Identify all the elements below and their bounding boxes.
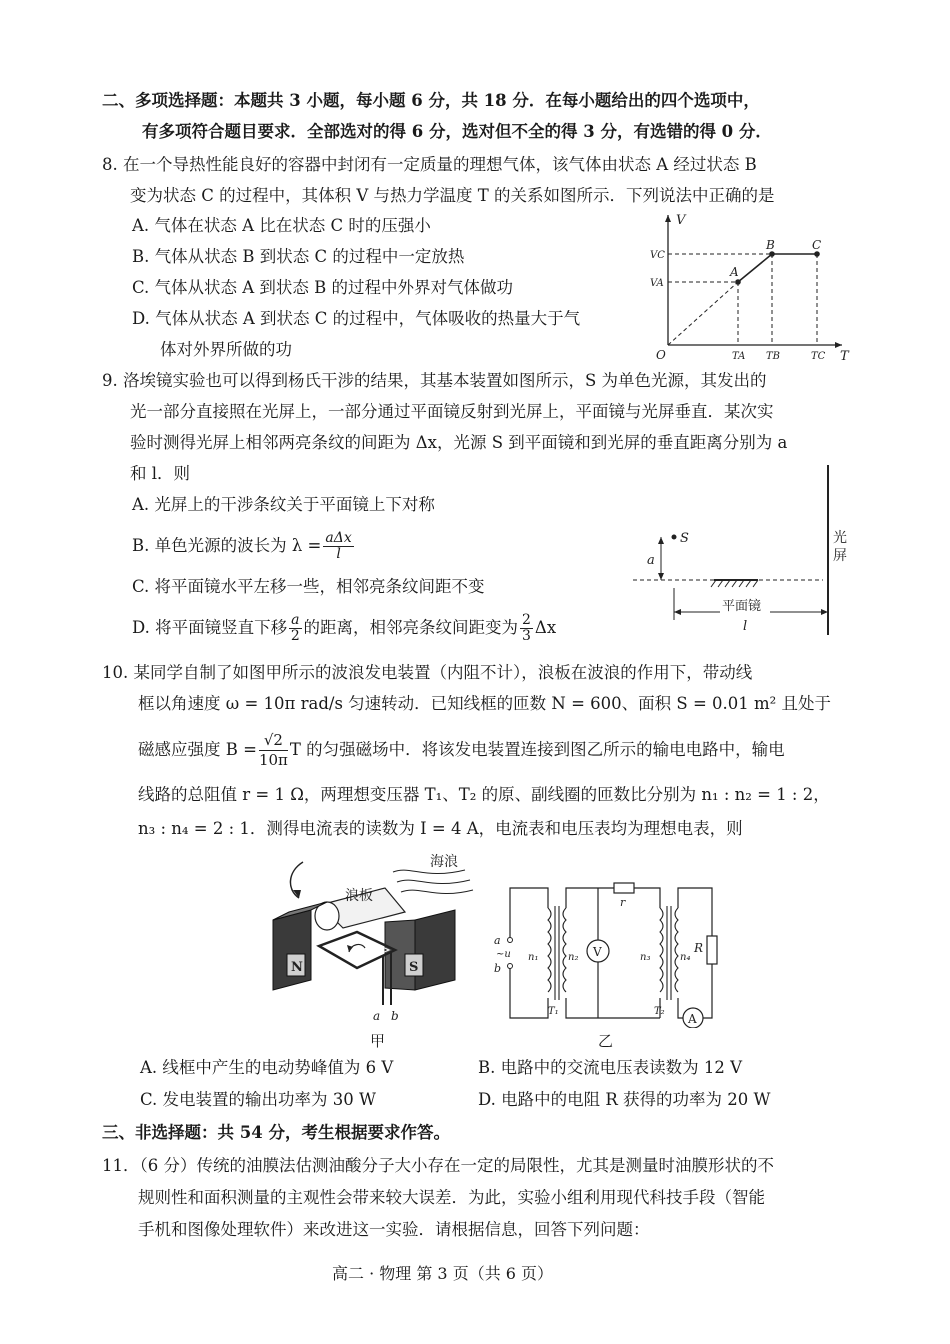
magnet-s-block xyxy=(415,910,455,990)
a-label: a xyxy=(647,553,655,568)
q9-option-a: A. 光屏上的干涉条纹关于平面镜上下对称 xyxy=(132,495,435,514)
board-label: 浪板 xyxy=(345,888,373,904)
fraction-numerator: √2 xyxy=(259,731,288,751)
mirror-label: 平面镜 xyxy=(722,599,762,614)
terminal-b-label: b xyxy=(391,1009,399,1023)
q10-figure-jia xyxy=(265,850,480,1025)
q10-stem-line5: n₃ : n₄ = 2 : 1．测得电流表的读数为 I = 4 A，电流表和电压表均为理想电表，则 xyxy=(138,819,743,838)
q10-figure-yi xyxy=(490,878,730,1028)
voltmeter-label: V xyxy=(593,945,602,959)
q9-option-d-text3: Δx xyxy=(534,618,557,637)
q9-option-d-fraction1 xyxy=(289,613,301,644)
source-u-label: ~u xyxy=(496,949,511,960)
magnet-n-label: N xyxy=(291,960,303,975)
q9-option-d-fraction2 xyxy=(520,613,533,644)
y-axis-arrow xyxy=(665,215,671,222)
transformer-t2 xyxy=(660,906,678,1000)
q10-stem-line1: 10. 某同学自制了如图甲所示的波浪发电装置（内阻不计），浪板在波浪的作用下，带动线 xyxy=(102,663,753,682)
q10-stem-line3 xyxy=(138,730,785,770)
q8-stem-line2: 变为状态 C 的过程中，其体积 V 与热力学温度 T 的关系如图所示．下列说法中正确的是 xyxy=(130,186,775,205)
q8-option-d-line2: 体对外界所做的功 xyxy=(160,340,292,359)
q10-option-d: D. 电路中的电阻 R 获得的功率为 20 W xyxy=(478,1090,771,1109)
point-a xyxy=(735,279,741,285)
extension-line xyxy=(668,282,738,345)
q11-stem-line2: 规则性和面积测量的主观性会带来较大误差．为此，实验小组利用现代科技手段（智能 xyxy=(138,1188,765,1207)
source-s-dot xyxy=(672,535,677,540)
q9-stem-line4: 和 l．则 xyxy=(130,464,191,483)
wave-line-2 xyxy=(397,880,470,884)
point-c-label: C xyxy=(812,238,822,252)
q8-option-d-line1: D. 气体从状态 A 到状态 C 的过程中，气体吸收的热量大于气 xyxy=(132,309,581,328)
source-s-label: S xyxy=(680,531,689,546)
wave-label: 海浪 xyxy=(430,854,458,870)
q8-option-b: B. 气体从状态 B 到状态 C 的过程中一定放热 xyxy=(132,247,465,266)
terminal-b-label: b xyxy=(494,962,502,975)
q9-stem-line1: 9. 洛埃镜实验也可以得到杨氏干涉的结果，其基本装置如图所示，S 为单色光源，其发出的 xyxy=(102,371,767,390)
section2-heading-line1: 二、多项选择题：本题共 3 小题，每小题 6 分，共 18 分．在每小题给出的四个选项中， xyxy=(102,91,760,110)
fraction-numerator: aΔx xyxy=(325,530,352,546)
terminal-a-label: a xyxy=(494,934,501,947)
fraction-denominator: l xyxy=(336,546,341,562)
a-arrow-bottom xyxy=(658,573,664,580)
load-resistor-r xyxy=(707,936,717,964)
q9-lloyd-mirror-figure xyxy=(628,460,858,640)
q10-stem-line2: 框以角速度 ω = 10π rad/s 匀速转动．已知线框的匝数 N = 600、面积 S = 0.01 m² 且处于 xyxy=(138,694,831,713)
point-b-label: B xyxy=(766,238,775,252)
line-resistor-r-label: r xyxy=(620,896,626,909)
q10-option-a: A. 线框中产生的电动势峰值为 6 V xyxy=(140,1058,394,1077)
segment-ab xyxy=(738,254,772,282)
q10-b-fraction xyxy=(259,731,288,770)
q9-option-d-text2: 的距离，相邻亮条纹间距变为 xyxy=(303,618,518,637)
point-a-label: A xyxy=(730,265,739,279)
x-axis-label: T xyxy=(840,349,849,360)
point-b xyxy=(769,251,775,257)
screen-label-char2: 屏 xyxy=(833,548,847,564)
q8-vt-graph xyxy=(650,210,850,360)
y-axis-label: V xyxy=(676,213,686,228)
n4-label: n₄ xyxy=(680,952,691,963)
fraction-denominator: 3 xyxy=(522,628,531,644)
transformer-t1 xyxy=(548,906,566,1000)
n3-label: n₃ xyxy=(640,952,651,963)
q9-option-b-fraction xyxy=(323,531,353,562)
magnet-s-label: S xyxy=(409,960,419,975)
figure-yi-caption: 乙 xyxy=(598,1032,614,1050)
load-resistor-label: R xyxy=(694,941,704,955)
fraction-numerator: 2 xyxy=(522,612,531,628)
q10-option-b: B. 电路中的交流电压表读数为 12 V xyxy=(478,1058,743,1077)
q10-stem-line3-post: T 的匀强磁场中．将该发电装置连接到图乙所示的输电电路中，输电 xyxy=(289,740,785,759)
q9-stem-line3: 验时测得光屏上相邻两亮条纹的间距为 Δx，光源 S 到平面镜和到光屏的垂直距离分别为 a xyxy=(130,433,788,452)
t1-label: T₁ xyxy=(548,1006,559,1017)
q10-option-c: C. 发电装置的输出功率为 30 W xyxy=(140,1090,376,1109)
n2-label: n₂ xyxy=(568,952,579,963)
screen-label-char1: 光 xyxy=(833,530,847,546)
mirror-hatching xyxy=(711,580,758,587)
q8-option-c: C. 气体从状态 A 到状态 B 的过程中外界对气体做功 xyxy=(132,278,514,297)
q9-option-b xyxy=(132,528,356,564)
line-resistor-r xyxy=(614,883,634,893)
section2-heading-line2: 有多项符合题目要求．全部选对的得 6 分，选对但不全的得 3 分，有选错的得 0 分． xyxy=(142,122,772,141)
terminal-b xyxy=(508,964,513,969)
t2-label: T₂ xyxy=(654,1006,665,1017)
ta-tick-label: TA xyxy=(732,351,746,360)
q10-stem-line3-pre: 磁感应强度 B = xyxy=(138,740,257,759)
tb-tick-label: TB xyxy=(766,351,781,360)
fraction-denominator: 10π xyxy=(258,751,288,769)
l-label: l xyxy=(743,619,748,634)
q8-option-a: A. 气体在状态 A 比在状态 C 时的压强小 xyxy=(132,216,431,235)
q11-stem-line1: 11．（6 分）传统的油膜法估测油酸分子大小存在一定的局限性，尤其是测量时油膜形状的不 xyxy=(102,1156,774,1175)
x-axis-arrow xyxy=(835,342,842,348)
point-c xyxy=(814,251,820,257)
q10-stem-line4: 线路的总阻值 r = 1 Ω，两理想变压器 T₁、T₂ 的原、副线圈的匝数比分别为 n₁ : n₂ = 1 : 2， xyxy=(138,785,830,804)
figure-jia-caption: 甲 xyxy=(370,1032,386,1050)
terminal-a-label: a xyxy=(373,1009,381,1023)
section3-heading: 三、非选择题：共 54 分，考生根据要求作答。 xyxy=(102,1123,450,1142)
magnet-n-block xyxy=(273,910,311,990)
l-arrow-right xyxy=(821,609,828,615)
n1-label: n₁ xyxy=(528,952,539,963)
a-arrow-top xyxy=(658,537,664,544)
ammeter-label: A xyxy=(688,1012,697,1026)
q9-option-c: C. 将平面镜水平左移一些，相邻亮条纹间距不变 xyxy=(132,577,485,596)
origin-label: O xyxy=(656,348,666,360)
tc-tick-label: TC xyxy=(811,351,826,360)
q8-stem-line1: 8. 在一个导热性能良好的容器中封闭有一定质量的理想气体，该气体由状态 A 经过状态 B xyxy=(102,155,757,174)
va-tick-label: VA xyxy=(650,278,664,289)
q9-option-b-text: B. 单色光源的波长为 λ = xyxy=(132,536,322,555)
q9-option-d xyxy=(132,610,556,646)
fraction-denominator: 2 xyxy=(290,628,300,644)
fraction-numerator: a xyxy=(291,612,300,628)
q11-stem-line3: 手机和图像处理软件）来改进这一实验．请根据信息，回答下列问题： xyxy=(138,1220,650,1239)
vc-tick-label: VC xyxy=(650,250,665,261)
terminal-a xyxy=(508,938,513,943)
q9-option-d-text1: D. 将平面镜竖直下移 xyxy=(132,618,288,637)
wave-line-1 xyxy=(393,870,465,874)
wave-line-3 xyxy=(401,890,473,894)
q9-stem-line2: 光一部分直接照在光屏上，一部分通过平面镜反射到光屏上，平面镜与光屏垂直．某次实 xyxy=(130,402,774,421)
l-arrow-left xyxy=(674,609,681,615)
page-footer: 高二 · 物理 第 3 页（共 6 页） xyxy=(332,1264,554,1283)
